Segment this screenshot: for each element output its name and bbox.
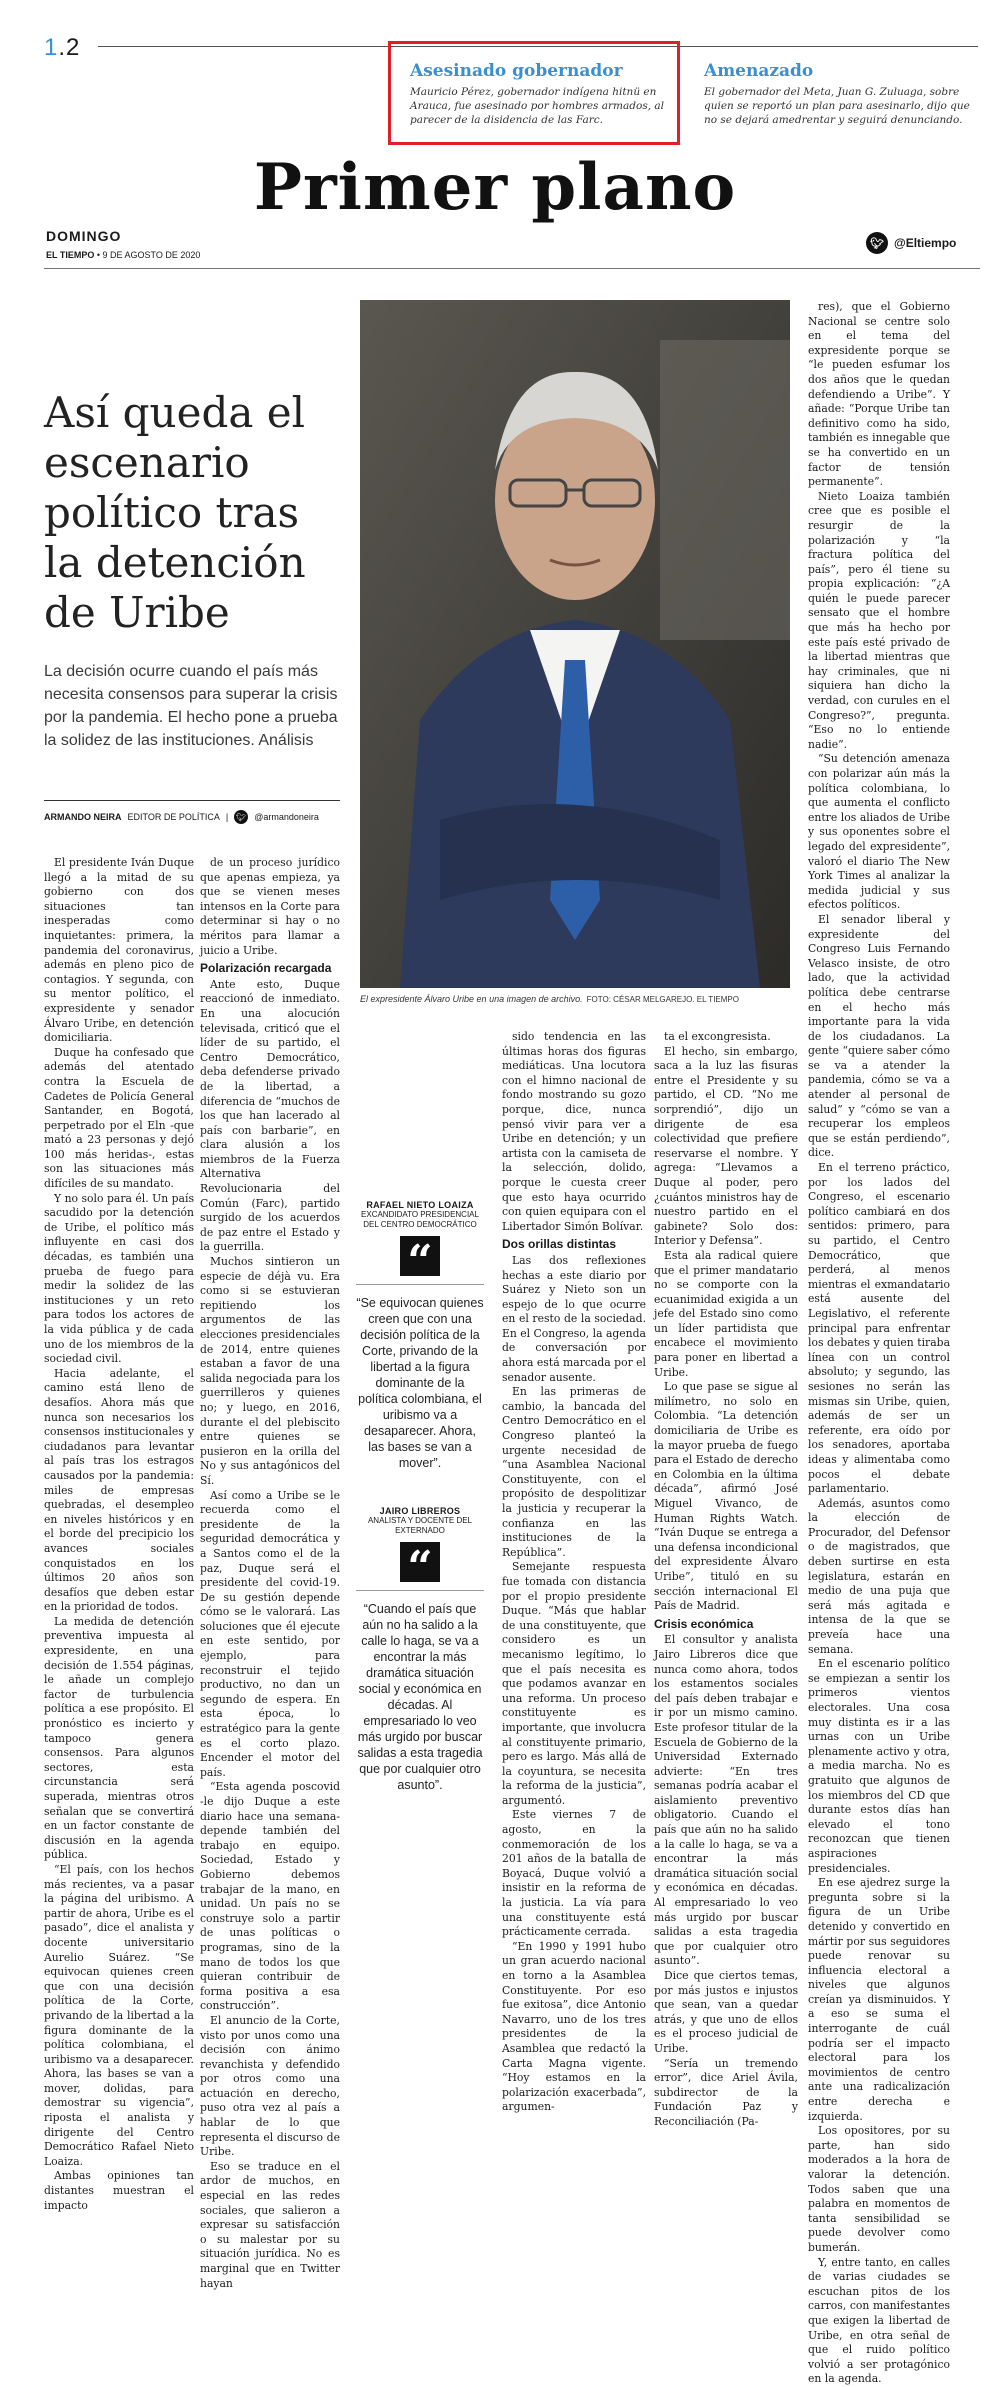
twitter-icon: 🐦︎ bbox=[234, 810, 248, 824]
date-line: EL TIEMPO • 9 DE AGOSTO DE 2020 bbox=[46, 250, 201, 260]
quote-icon: “ bbox=[400, 1542, 440, 1582]
subhead: Crisis económica bbox=[654, 1616, 754, 1631]
headline: Así queda el escenario político tras la detención de Uribe bbox=[44, 388, 306, 637]
column-1: El presidente Iván Duque llegó a la mitad de su gobierno con dos situaciones tan inesperadas como inquietantes: primera, la pandemia del coronavirus, además en pleno pico de contagios. Y segunda, con su mentor político, el expresidente y senador Álvaro Uribe, en detención domiciliaria. Duque ha confesado que además del atentado contra la Escuela de Cadetes de Policía General Santander, en Bogotá, perpetrado por el Eln -que mató a 23 personas y dejó 100 más heridas-, estas son las situaciones más difíciles de su mandato. Y no solo para él. Un país sacudido por la detención de Uribe, el político más influyente en casi dos décadas, es también una prueba de fuego para medir la solidez de las instituciones y un reto para todos los actores de la vida pública y de cada uno de los miembros de la sociedad civil. Hacia adelante, el camino está lleno de desafíos. Ahora más que nunca son necesarios los consensos institucionales y ciudadanos para levantar al país tras los estragos causados por la pandemia: miles de empresas quebradas, el desempleo en niveles históricos y en el borde del precipicio los avances sociales conquistados en los últimos 20 años son desafíos que deben estar en la prioridad de todos. La medida de detención preventiva impuesta al expresidente, en una decisión de 1.554 páginas, le añade un complejo factor de turbulencia política a ese propósito. El pronóstico es incierto y tampoco genera consensos. Para algunos sectores, esta circunstancia será superada, mientras otros señalan que se convertirá en un factor constante de discusión en la agenda pública. “El país, con los hechos más recientes, va a pasar la página del uribismo. A partir de ahora, Uribe es el pasado”, dice el analista y docente universitario Aurelio Suárez. “Se equivocan quienes creen que con una decisión política de la Corte, privando de la libertad a la figura dominante de la política colombiana, el uribismo va a desaparecer. Ahora, las bases se van a mover, dolidas, para demostrar su vigencia”, riposta el analista y dirigente del Centro Democrático Rafael Nieto Loaiza. Ambas opiniones tan distantes muestran el impacto bbox=[44, 856, 194, 2212]
teaser-text: El gobernador del Meta, Juan G. Zuluaga, sobre quien se reportó un plan para asesinarlo, dijo que no se dejará amedrentar y seguirá denunciando. bbox=[704, 86, 970, 126]
main-photo bbox=[360, 300, 790, 988]
twitter-icon: 🐦︎ bbox=[866, 232, 888, 254]
subhead: Dos orillas distintas bbox=[502, 1237, 617, 1252]
byline: ARMANDO NEIRA EDITOR DE POLÍTICA | 🐦︎ @armandoneira bbox=[44, 812, 319, 822]
teaser-text: Mauricio Pérez, gobernador indígena hitnü en Arauca, fue asesinado por hombres armados, al parecer de la disidencia de las Farc. bbox=[410, 86, 664, 126]
deck: La decisión ocurre cuando el país más necesita consensos para superar la crisis por la pandemia. El hecho pone a prueba la solidez de las instituciones. Análisis bbox=[44, 663, 338, 749]
quote-nieto: RAFAEL NIETO LOAIZA EXCANDIDATO PRESIDENCIAL DEL CENTRO DEMOCRÁTICO “ “Se equivocan quienes creen que con una decisión política de la Corte, privando de la libertad a la figura dominante de la política colombiana, el uribismo va a desaparecer. Ahora, las bases se van a mover”. bbox=[356, 1200, 484, 1470]
quote-icon: “ bbox=[400, 1236, 440, 1276]
twitter-handle[interactable]: 🐦︎ @Eltiempo bbox=[866, 232, 956, 254]
author-role: EDITOR DE POLÍTICA bbox=[127, 812, 220, 822]
column-6: res), que el Gobierno Nacional se centre solo en el tema del expresidente porque se “le pueden esfumar los dos años que le quedan defendiendo a Uribe”. Y añade: “Porque Uribe tan definitivo como ha sido, también es innegable que se ha convertido en un factor de tensión permanente”. Nieto Loaiza también cree que es posible el resurgir de la polarización y “la fractura política del país”, pero él tiene su propia explicación: “¿A quién le puede parecer sensato que el hombre que más ha hecho por este país esté privado de la libertad mientras que hay criminales, que ni siquiera han dicho la verdad, con curules en el Congreso?”, pregunta. “Eso no lo entiende nadie”. “Su detención amenaza con polarizar aún más la política colombiana, lo que aumenta el conflicto entre los aliados de Uribe y sus oponentes sobre el legado del expresidente”, valoró el diario The New York Times al analizar la medida judicial y sus efectos políticos. El senador liberal y expresidente del Congreso Luis Fernando Velasco insiste, de otro lado, que la actividad política debe centrarse en el hecho más importante para la vida de los ciudadanos. La gente “quiere saber cómo se va a atender la pandemia, cómo se va a atender al personal de salud” y “cómo se van a recuperar los empleos que se están perdiendo”, dice. En el terreno práctico, por los lados del Congreso, el escenario político cambiará en dos sentidos: primero, para su partido, el Centro Democrático, que perderá, al menos mientras el exmandatario está ausente del Legislativo, el referente principal para enfrentar los debates y quien tiraba línea con un control absoluto; y segundo, las sesiones no serán las mismas sin Uribe, quien, además de ser un referente, era oído por los senadores, aportaba ideas y alimentaba como pocos el debate parlamentario. Además, asuntos como la elección de Procurador, del Defensor o de magistrados, que deben surtirse en esta legislatura, estarán en medio de una puja que será más agitada e intensa de la que se preveía hace una semana. En el escenario político se empiezan a sentir los primeros vientos electorales. Una cosa muy distinta es ir a las urnas con un Uribe plenamente activo y otra, a media marcha. No es gratuito que algunos de los miembros del CD que durante estos días han elevado el tono reconozcan que tienen aspiraciones presidenciales. En ese ajedrez surge la pregunta sobre si la figura de un Uribe detenido y convertido en mártir por sus seguidores puede renovar su influencia electoral a niveles que algunos creían ya disminuidos. Y a eso se suma el interrogante de cuál podría ser el impacto electoral para los movimientos de centro ante una radicalización entre derecha e izquierda. Los opositores, por su parte, han sido moderados a la hora de valorar la detención. Todos saben que una palabra en momentos de tanta sensibilidad se puede devolver como bumerán. Y, entre tanto, en calles de varias ciudades se escuchan pitos de los carros, con manifestantes que exigen la libertad de Uribe, en otra señal de que el ruido político volvió a ser protagónico en la agenda. bbox=[808, 300, 950, 2386]
subhead: Polarización recargada bbox=[200, 961, 332, 976]
header-divider bbox=[44, 268, 980, 269]
highlight-box bbox=[388, 41, 680, 145]
column-5: ta el excongresista. El hecho, sin embargo, saca a la luz las fisuras entre el Presidente y su partido, el CD. “No me sorprendió”, dijo un dirigente de esa colectividad que prefiere reservarse el nombre. Y agrega: “Llevamos a Duque al poder, pero ¿cuántos ministros hay de nuestro partido en el gabinete? Solo dos: Interior y Defensa”. Esta ala radical quiere que el primer mandatario no se comporte con la ecuanimidad exigida a un jefe del Estado sino como un líder partidista que encabece el movimiento para poner en libertad a Uribe. Lo que pase se sigue al milímetro, no solo en Colombia. “La detención domiciliaria de Uribe es la mayor prueba de fuego para el Estado de derecho en Colombia en la última década”, afirmó José Miguel Vivanco, de Human Rights Watch. “Iván Duque se entrega a una defensa incondicional del expresidente Álvaro Uribe”, tituló en su sección internacional El País de Madrid. Crisis económica El consultor y analista Jairo Libreros dice que nunca como ahora, todos los estamentos sociales del país deben trabajar e ir por un mismo camino. Este profesor titular de la Escuela de Gobierno de la Universidad Externado advierte: “En tres semanas podría acabar el aislamiento preventivo obligatorio. Cuando el país que aún no ha salido a la calle lo haga, se va a encontrar la más dramática situación social y económica en décadas. Al empresariado lo veo más urgido por buscar salidas a esta tragedia que por cualquier otro asunto”. Dice que ciertos temas, por más justos e injustos que sean, van a quedar atrás, y que uno de ellos es el proceso judicial de Uribe. “Sería un tremendo error”, dice Ariel Ávila, subdirector de la Fundación Paz y Reconciliación (Pa- bbox=[654, 1030, 798, 2128]
section-title: Primer plano bbox=[253, 150, 737, 225]
teaser-amenazado[interactable] bbox=[704, 60, 978, 127]
photo-caption: El expresidente Álvaro Uribe en una imagen de archivo. FOTO: CÉSAR MELGAREJO. EL TIEMPO bbox=[360, 994, 739, 1004]
day-label: DOMINGO bbox=[46, 228, 122, 244]
teaser-title: Asesinado gobernador bbox=[410, 61, 623, 81]
page-number: 1.2 bbox=[44, 34, 81, 61]
column-2: de un proceso jurídico que apenas empieza, ya que se vienen meses intensos en la Corte para determinar si hay o no méritos para llamar a juicio a Uribe. Polarización recargada Ante esto, Duque reaccionó de inmediato. En una alocución televisada, criticó que el líder de su partido, el Centro Democrático, deba defenderse privado de la libertad, a diferencia de “muchos de los que han lacerado al país con barbarie”, en clara alusión a los miembros de la Fuerza Alternativa Revolucionaria del Común (Farc), partido surgido de los acuerdos de paz entre el Estado y la guerrilla. Muchos sintieron un especie de déjà vu. Era como si se estuvieran repitiendo los argumentos de las elecciones presidenciales de 2014, entre quienes estaban a favor de una salida negociada para los guerrilleros y quienes no; y luego, en 2016, durante el del plebiscito entre quienes se pusieron en la orilla del No y sus antagónicos del Sí. Así como a Uribe se le recuerda como el presidente de la seguridad democrática y a Santos como el de la paz, Duque será el presidente del covid-19. De su gestión depende cómo se le valorará. Las soluciones que él ejecute en este sentido, por ejemplo, para reconstruir el tejido productivo, no dan un segundo de espera. En esta época, lo estratégico para la gente es el corto plazo. Encender el motor del país. “Esta agenda poscovid -le dijo Duque a este diario hace una semana- depende también del trabajo en equipo. Sociedad, Estado y Gobierno debemos trabajar de la mano, en unidad. Un país no se construye solo a partir de unas políticas o programas, sino de la mano de todos los que quieran contribuir de forma positiva a esa construcción”. El anuncio de la Corte, visto por unos como una decisión con ánimo revanchista y defendido por otros como una actuación en derecho, puso otra vez al país a hablar de lo que representa el discurso de Uribe. Eso se traduce en el ardor de muchos, en especial en las redes sociales, que salieron a expresar su satisfacción o su malestar por su situación jurídica. No es marginal que en Twitter hayan bbox=[200, 856, 340, 2290]
portrait-illustration bbox=[360, 300, 790, 988]
author-name: ARMANDO NEIRA bbox=[44, 812, 122, 822]
column-4: sido tendencia en las últimas horas dos figuras mediáticas. Una locutora con el himno nacional de fondo mostrando su gozo porque, dice, nunca pensó vivir para ver a Uribe en detención; y un artista con la camiseta de la selección, dolido, porque le cuesta creer que esto haya ocurrido con quien equipara con el Libertador Simón Bolívar. Dos orillas distintas Las dos reflexiones hechas a este diario por Suárez y Nieto son un espejo de lo que ocurre en el resto de la sociedad. En el Congreso, la agenda de conversación por ahora está marcada por el senador ausente. En las primeras de cambio, la bancada del Centro Democrático en el Congreso planteó la urgente necesidad de “una Asamblea Nacional Constituyente, con el propósito de despolitizar la justicia y recuperar la confianza en las instituciones de la República”. Semejante respuesta fue tomada con distancia por el propio presidente Duque. “Más que hablar de una constituyente, que considero es un mecanismo legítimo, lo que el país necesita es que podamos avanzar en una reforma. Un proceso constituyente es importante, que involucra al constituyente primario, pero es largo. Más allá de la coyuntura, se necesita la reforma de la justicia”, argumentó. Este viernes 7 de agosto, en la conmemoración de los 201 años de la batalla de Boyacá, Duque volvió a insistir en la reforma de la justicia. La vía para una constituyente está prácticamente cerrada. “En 1990 y 1991 hubo un gran acuerdo nacional en torno a la Asamblea Constituyente. Por eso fue exitosa”, dice Antonio Navarro, uno de los tres presidentes de la Asamblea que redactó la Carta Magna vigente. “Hoy estamos en la polarización exacerbada”, argumen- bbox=[502, 1030, 647, 2114]
byline-divider bbox=[44, 800, 340, 801]
teaser-title: Amenazado bbox=[704, 61, 814, 81]
quote-libreros: JAIRO LIBREROS ANALISTA Y DOCENTE DEL EXTERNADO “ “Cuando el país que aún no ha salido a la calle lo haga, se va a encontrar la más dramática situación social y económica en décadas. Al empresariado lo veo más urgido por buscar salidas a esta tragedia que por cualquier otro asunto”. bbox=[357, 1506, 483, 1792]
author-handle[interactable]: @armandoneira bbox=[254, 812, 319, 822]
